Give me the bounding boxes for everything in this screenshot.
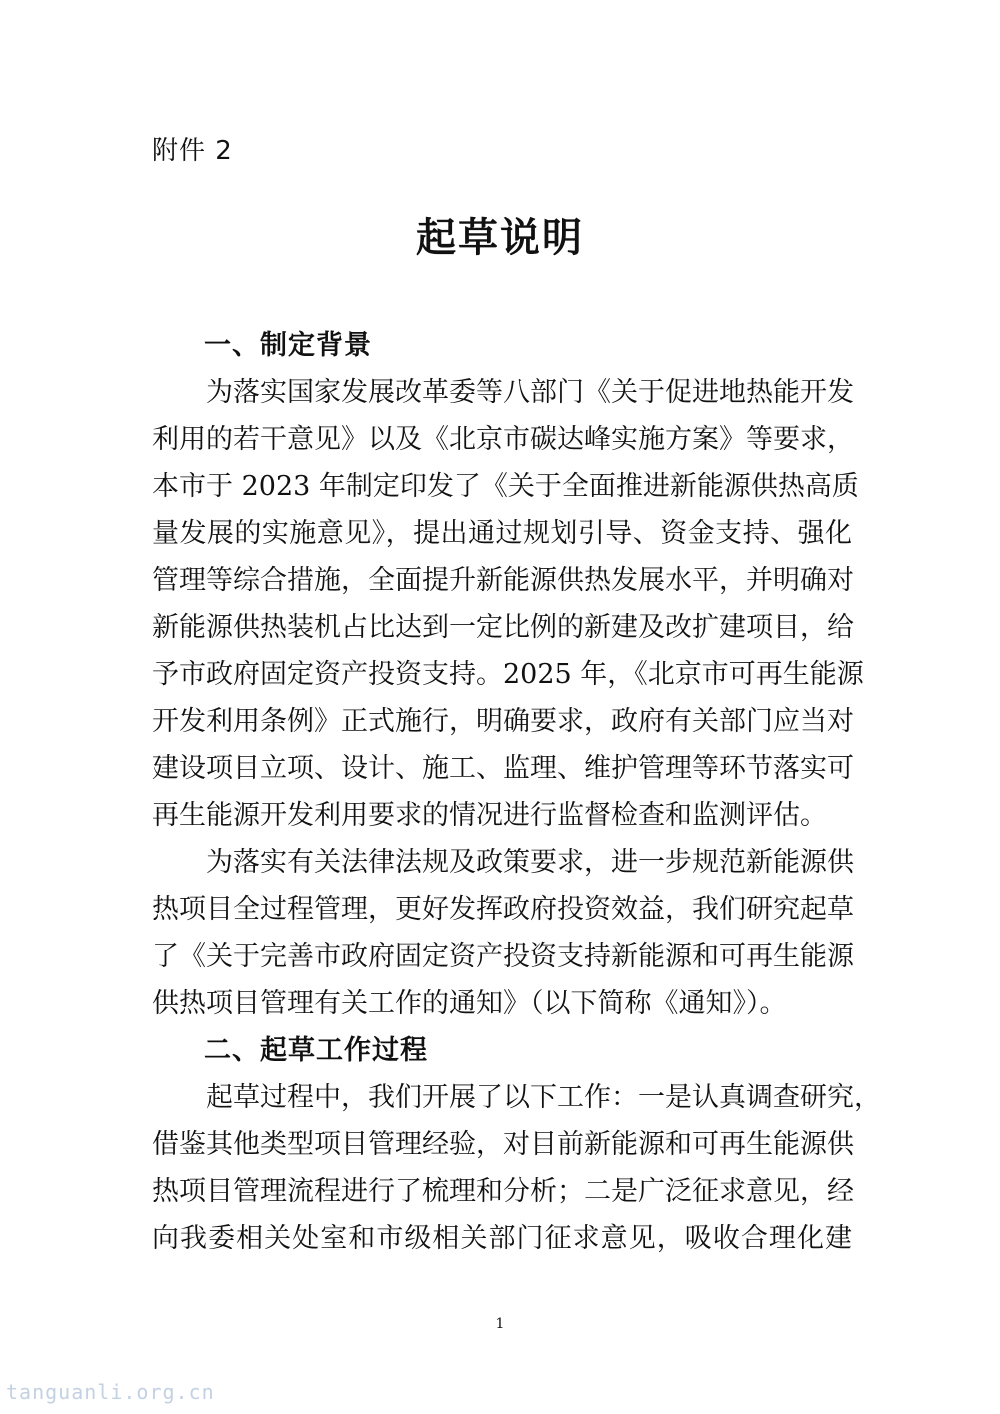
text-line: 热项目管理流程进行了梳理和分析；二是广泛征求意见，经 bbox=[152, 1176, 854, 1207]
attachment-label: 附件 2 bbox=[152, 136, 233, 166]
text-line: 新能源供热装机占比达到一定比例的新建及改扩建项目，给 bbox=[152, 612, 854, 643]
text-line: 了《关于完善市政府固定资产投资支持新能源和可再生能源 bbox=[152, 941, 854, 972]
text-line: 量发展的实施意见》，提出通过规划引导、资金支持、强化 bbox=[152, 518, 852, 549]
text-line: 借鉴其他类型项目管理经验，对目前新能源和可再生能源供 bbox=[152, 1129, 854, 1160]
text-line: 向我委相关处室和市级相关部门征求意见，吸收合理化建 bbox=[152, 1223, 852, 1254]
text-line: 为落实国家发展改革委等八部门《关于促进地热能开发 bbox=[206, 377, 854, 408]
text-line: 予市政府固定资产投资支持。2025 年，《北京市可再生能源 bbox=[152, 659, 864, 690]
section-heading-drafting-process: 二、起草工作过程 bbox=[204, 1035, 428, 1066]
text-line: 管理等综合措施，全面提升新能源供热发展水平，并明确对 bbox=[152, 565, 854, 596]
paragraph-background-1 bbox=[152, 369, 864, 839]
text-line: 为落实有关法律法规及政策要求，进一步规范新能源供 bbox=[206, 847, 854, 878]
text-line: 起草过程中，我们开展了以下工作：一是认真调查研究， bbox=[206, 1082, 881, 1113]
document-body bbox=[152, 322, 881, 1262]
page-number: 1 bbox=[495, 1316, 505, 1332]
watermark: tanguanli.org.cn bbox=[6, 1380, 215, 1404]
text-line: 开发利用条例》正式施行，明确要求，政府有关部门应当对 bbox=[152, 706, 854, 737]
text-line: 本市于 2023 年制定印发了《关于全面推进新能源供热高质 bbox=[152, 471, 859, 502]
text-line: 利用的若干意见》以及《北京市碳达峰实施方案》等要求， bbox=[152, 424, 854, 455]
text-line: 供热项目管理有关工作的通知》（以下简称《通知》）。 bbox=[152, 988, 787, 1019]
section-heading-background: 一、制定背景 bbox=[204, 330, 372, 361]
paragraph-drafting-process-1 bbox=[152, 1074, 881, 1262]
text-line: 建设项目立项、设计、施工、监理、维护管理等环节落实可 bbox=[152, 753, 854, 784]
text-line: 热项目全过程管理，更好发挥政府投资效益，我们研究起草 bbox=[152, 894, 854, 925]
paragraph-background-2 bbox=[152, 839, 852, 1027]
document-title: 起草说明 bbox=[416, 215, 584, 261]
text-line: 再生能源开发利用要求的情况进行监督检查和监测评估。 bbox=[152, 800, 827, 831]
